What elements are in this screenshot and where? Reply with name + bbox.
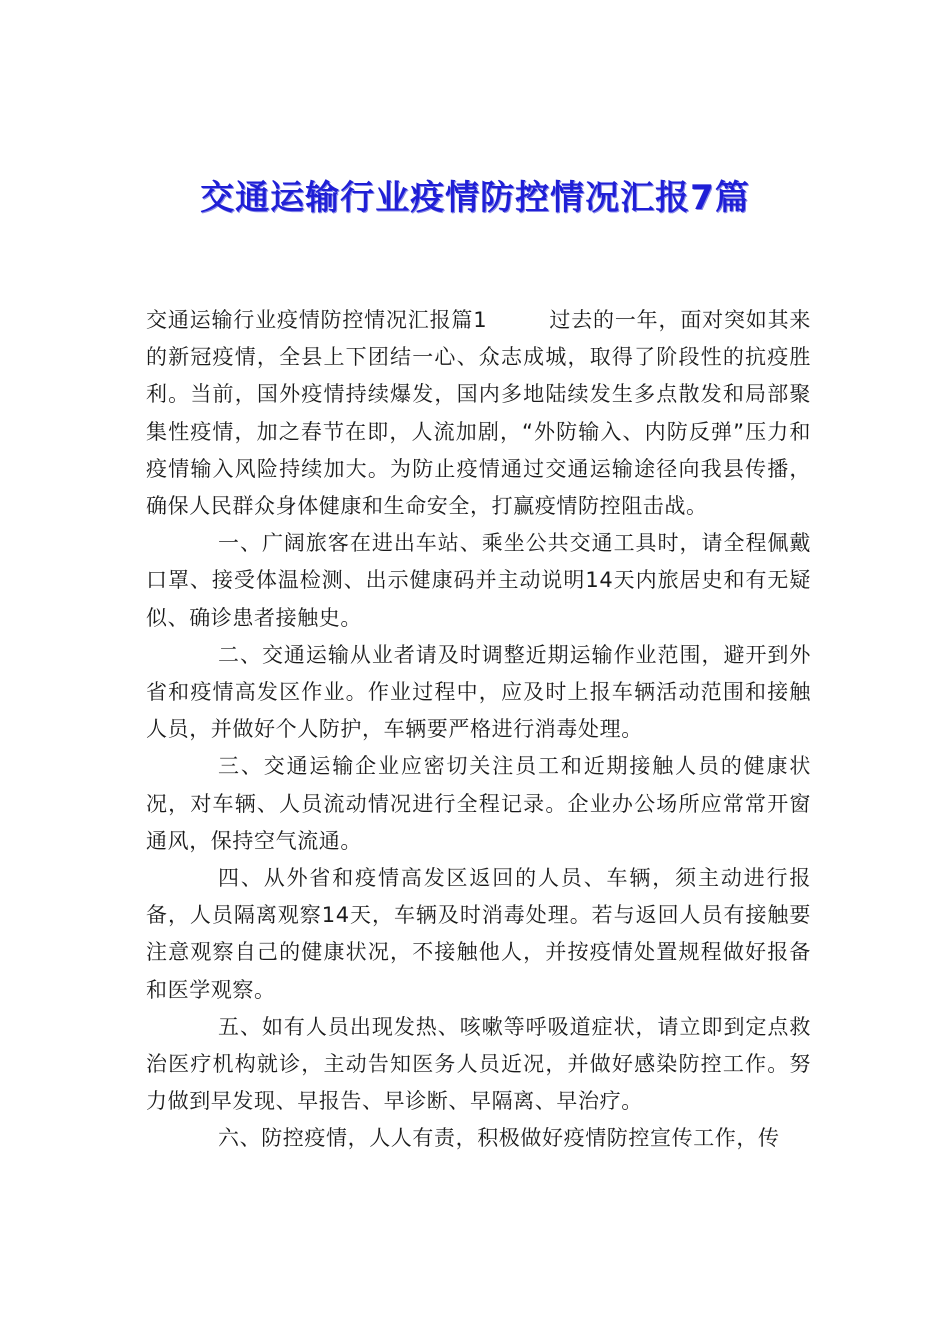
paragraph-5: 五、如有人员出现发热、咳嗽等呼吸道症状，请立即到定点救治医疗机构就诊，主动告知医务人员近况，并做好感染防控工作。努力做到早发现、早报告、早诊断、早隔离、早治疗。 (146, 1014, 811, 1114)
intro-paragraph (146, 302, 811, 525)
intro-text: 过去的一年，面对突如其来的新冠疫情，全县上下团结一心、众志成城，取得了阶段性的抗疫胜利。当前，国外疫情持续爆发，国内多地陆续发生多点散发和局部聚集性疫情，加之春节在即，人流加剧，“外防输入、内防反弹”压力和疫情输入风险持续加大。为防止疫情通过交通运输途径向我县传播，确保人民群众身体健康和生命安全，打赢疫情防控阻击战。 (146, 308, 811, 519)
paragraph-2: 二、交通运输从业者请及时调整近期运输作业范围，避开到外省和疫情高发区作业。作业过程中，应及时上报车辆活动范围和接触人员，并做好个人防护，车辆要严格进行消毒处理。 (146, 642, 811, 742)
paragraph-1: 一、广阔旅客在进出车站、乘坐公共交通工具时，请全程佩戴口罩、接受体温检测、出示健康码并主动说明14天内旅居史和有无疑似、确诊患者接触史。 (146, 531, 811, 630)
paragraph-3: 三、交通运输企业应密切关注员工和近期接触人员的健康状况，对车辆、人员流动情况进行全程记录。企业办公场所应常常开窗通风，保持空气流通。 (146, 754, 811, 853)
paragraph-4: 四、从外省和疫情高发区返回的人员、车辆，须主动进行报备，人员隔离观察14天，车辆及时消毒处理。若与返回人员有接触要注意观察自己的健康状况，不接触他人，并按疫情处置规程做好报备和医学观察。 (146, 866, 811, 1002)
document-title: 交通运输行业疫情防控情况汇报7篇 (200, 178, 750, 218)
paragraph-6: 六、防控疫情，人人有责，积极做好疫情防控宣传工作，传 (218, 1126, 780, 1151)
intro-heading: 交通运输行业疫情防控情况汇报篇1 (146, 308, 488, 332)
document-body (146, 302, 811, 1158)
